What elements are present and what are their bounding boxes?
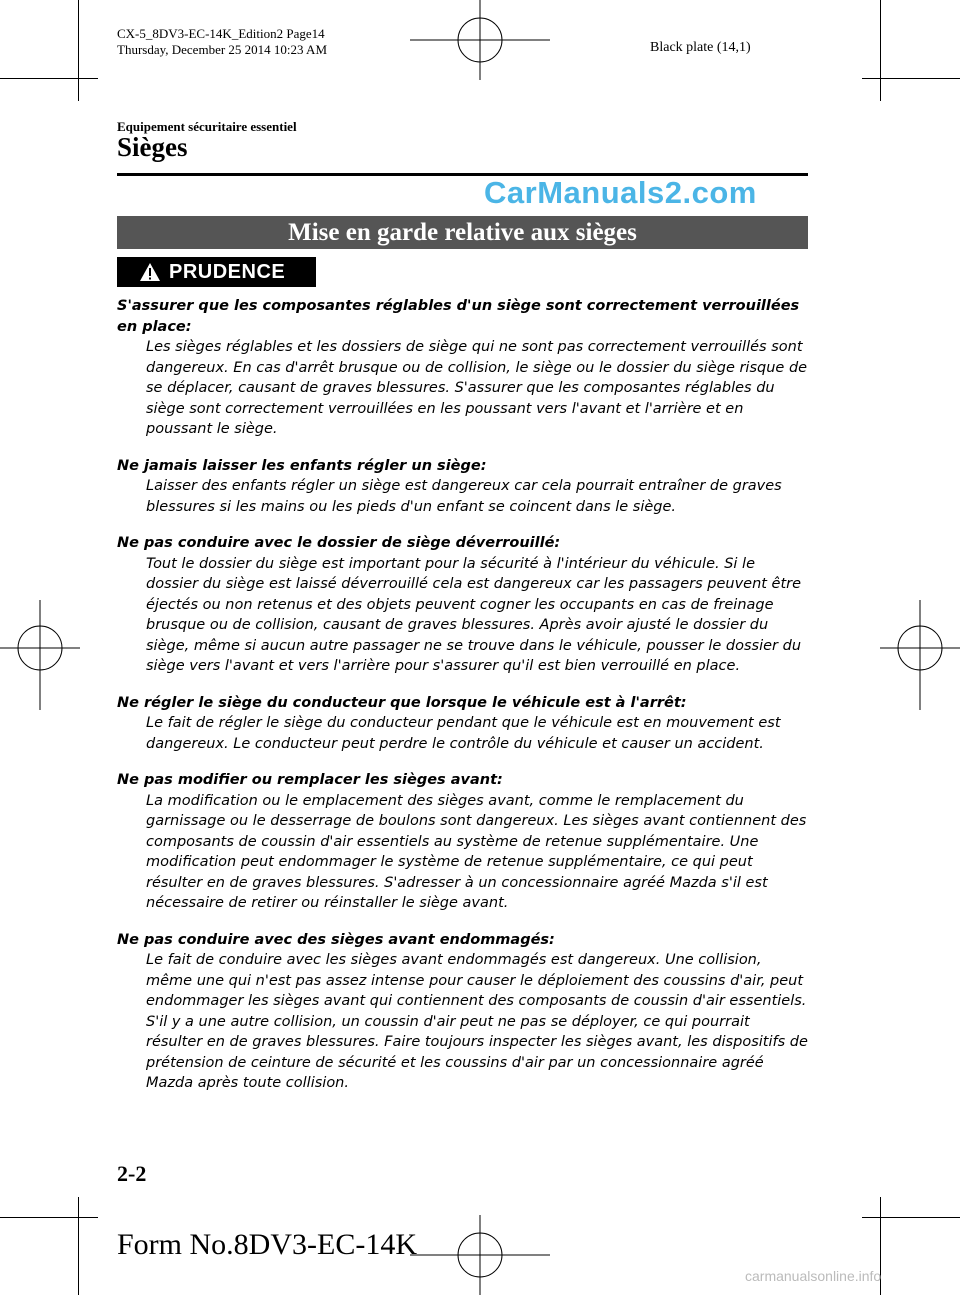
block-title: Ne pas conduire avec le dossier de siège déverrouillé: [117, 535, 561, 551]
caution-block [117, 693, 808, 755]
caution-label: PRUDENCE [169, 260, 286, 283]
print-header [117, 26, 327, 58]
caution-block [117, 456, 808, 518]
block-title: Ne pas modifier ou remplacer les sièges avant: [117, 772, 503, 788]
block-title: Ne régler le siège du conducteur que lorsque le véhicule est à l'arrêt: [117, 694, 687, 711]
banner-title: Mise en garde relative aux sièges [288, 218, 637, 246]
print-header-line1: CX-5_8DV3-EC-14K_Edition2 Page14 [117, 26, 325, 41]
block-body: Tout le dossier du siège est important pour la sécurité à l'intérieur du véhicule. Si le dossier du siège est laissé déverrouillé cela est dangereux car les passagers peuvent être éjectés ou non retenus et des objets peuvent cogner les occupants en cas de freinage brusque ou de collision, causant de graves blessures. Après avoir ajusté le dossier du siège, même si aucun autre passager ne se trouve dans le véhicule, pousser le dossier du siège vers l'avant et vers l'arrière pour s'assurer qu'il est bien verrouillé en place. [146, 555, 802, 674]
caution-block [117, 296, 808, 440]
caution-block [117, 930, 808, 1094]
plate-label: Black plate (14,1) [650, 40, 751, 55]
registration-mark-top [410, 0, 550, 80]
caution-block [117, 770, 808, 914]
chapter-title: Sièges [117, 132, 188, 162]
section-label: Equipement sécuritaire essentiel [117, 119, 297, 134]
block-title: S'assurer que les composantes réglables d'un siège sont correctement verrouillées en place: [117, 298, 800, 335]
caution-content [117, 296, 808, 1110]
registration-mark-left [0, 600, 80, 710]
print-header-line2: Thursday, December 25 2014 10:23 AM [117, 42, 328, 57]
site-watermark: carmanualsonline.info [745, 1268, 882, 1284]
block-body: Le fait de régler le siège du conducteur pendant que le véhicule est en mouvement est dangereux. Le conducteur peut perdre le contrôle du véhicule et causer un accident. [146, 715, 781, 752]
block-title: Ne jamais laisser les enfants régler un siège: [117, 457, 487, 474]
page-number: 2-2 [117, 1161, 147, 1186]
block-body: La modification ou le emplacement des sièges avant, comme le remplacement du garnissage ou le desserrage de boulons sont dangereux. Les sièges avant contiennent des composants de coussin d'air essentiels au système de retenue supplémentaire. Une modification peut endommager le système de retenue supplémentaire, ce qui peut résulter en de graves blessures. S'adresser à un concessionnaire agréé Mazda s'il est nécessaire de retirer ou réinstaller le siège avant. [146, 792, 807, 911]
warning-icon [139, 262, 161, 282]
registration-mark-right [880, 600, 960, 710]
caution-badge [117, 257, 316, 287]
registration-mark-bottom [410, 1215, 550, 1295]
section-banner [117, 216, 808, 249]
block-title: Ne pas conduire avec des sièges avant endommagés: [117, 931, 555, 948]
form-number: Form No.8DV3-EC-14K [117, 1228, 417, 1261]
caution-block [117, 533, 808, 677]
block-body: Les sièges réglables et les dossiers de siège qui ne sont pas correctement verrouillés sont dangereux. En cas d'arrêt brusque ou de collision, le siège ou le dossier du siège risque de se déplacer, causant de graves blessures. S'assurer que les composantes réglables du siège sont correctement verrouillées en les poussant vers l'avant et l'arrière et en poussant le siège. [146, 339, 808, 437]
block-body: Laisser des enfants régler un siège est dangereux car cela pourrait entraîner de graves blessures si les mains ou les pieds d'un enfant se coincent dans le siège. [146, 478, 782, 515]
block-body: Le fait de conduire avec les sièges avant endommagés est dangereux. Une collision, même une qui n'est pas assez intense pour causer le déploiement des coussins d'air, peut endommager les sièges avant qui contiennent des composants de coussin d'air essentiels. S'il y a une autre collision, un coussin d'air peut ne pas se déployer, ce qui pourrait résulter en de graves blessures. Faire toujours inspecter les sièges avant, les dispositifs de prétension de ceinture de sécurité et les coussins d'air par un concessionnaire agréé Mazda après toute collision. [146, 952, 808, 1091]
watermark: CarManuals2.com [484, 175, 757, 210]
